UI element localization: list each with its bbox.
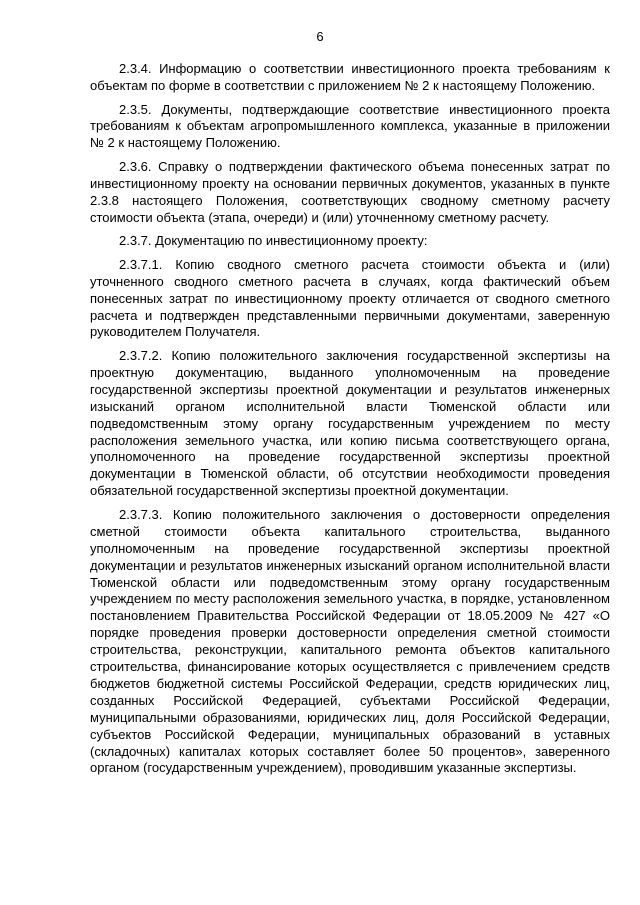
paragraph-2-3-7-2: 2.3.7.2. Копию положительного заключения государственной экспертизы на проектную документацию, выданного уполномоченным на проведение государственной экспертизы проектной документации и результатов инженерных изысканий органом исполнительной власти Тюменской области или подведомственным этому органу государственным учреждением по месту расположения земельного участка, или копию письма соответствующего органа, уполномоченного на проведение государственной экспертизы проектной документации в Тюменской области, об отсутствии необходимости проведения обязательной государственной экспертизы проектной документации. — [90, 348, 610, 499]
paragraph-2-3-4: 2.3.4. Информацию о соответствии инвестиционного проекта требованиям к объектам по форме в соответствии с приложением № 2 к настоящему Положению. — [90, 61, 610, 93]
paragraph-2-3-7-1: 2.3.7.1. Копию сводного сметного расчета стоимости объекта и (или) уточненного сводного сметного расчета в случаях, когда фактический объем понесенных затрат по инвестиционному проекту отличается от сводного сметного расчета и подтвержден представленными первичными документами, заверенную руководителем Получателя. — [90, 256, 610, 340]
paragraph-2-3-5: 2.3.5. Документы, подтверждающие соответствие инвестиционного проекта требованиям к объектам агропромышленного комплекса, указанные в приложении № 2 к настоящему Положению. — [90, 101, 610, 151]
paragraph-2-3-6: 2.3.6. Справку о подтверждении фактического объема понесенных затрат по инвестиционному проекту на основании первичных документов, указанных в пункте 2.3.8 настоящего Положения, соответствующих сводному сметному расчету стоимости объекта (этапа, очереди) и (или) уточненному сметному расчету. — [90, 158, 610, 225]
paragraph-2-3-7: 2.3.7. Документацию по инвестиционному проекту: — [119, 233, 428, 249]
page-number: 6 — [316, 29, 324, 44]
document-body — [90, 61, 610, 784]
paragraph-2-3-7-3: 2.3.7.3. Копию положительного заключения о достоверности определения сметной стоимости объекта капитального строительства, выданного уполномоченным на проведение государственной экспертизы проектной документации и результатов инженерных изысканий органом исполнительной власти Тюменской области или подведомственным этому органу государственным учреждением по месту расположения земельного участка, в порядке, установленном постановлением Правительства Российской Федерации от 18.05.2009 № 427 «О порядке проведения проверки достоверности определения сметной стоимости строительства, реконструкции, капитального ремонта объектов капитального строительства, финансирование которых осуществляется с привлечением средств бюджетов бюджетной системы Российской Федерации, средств юридических лиц, созданных Российской Федерацией, субъектами Российской Федерации, муниципальными образованиями, юридических лиц, доля Российской Федерации, субъектов Российской Федерации, муниципальных образований в уставных (складочных) капиталах которых составляет более 50 процентов», заверенного органом (государственным учреждением), проводившим указанные экспертизы. — [90, 506, 610, 776]
